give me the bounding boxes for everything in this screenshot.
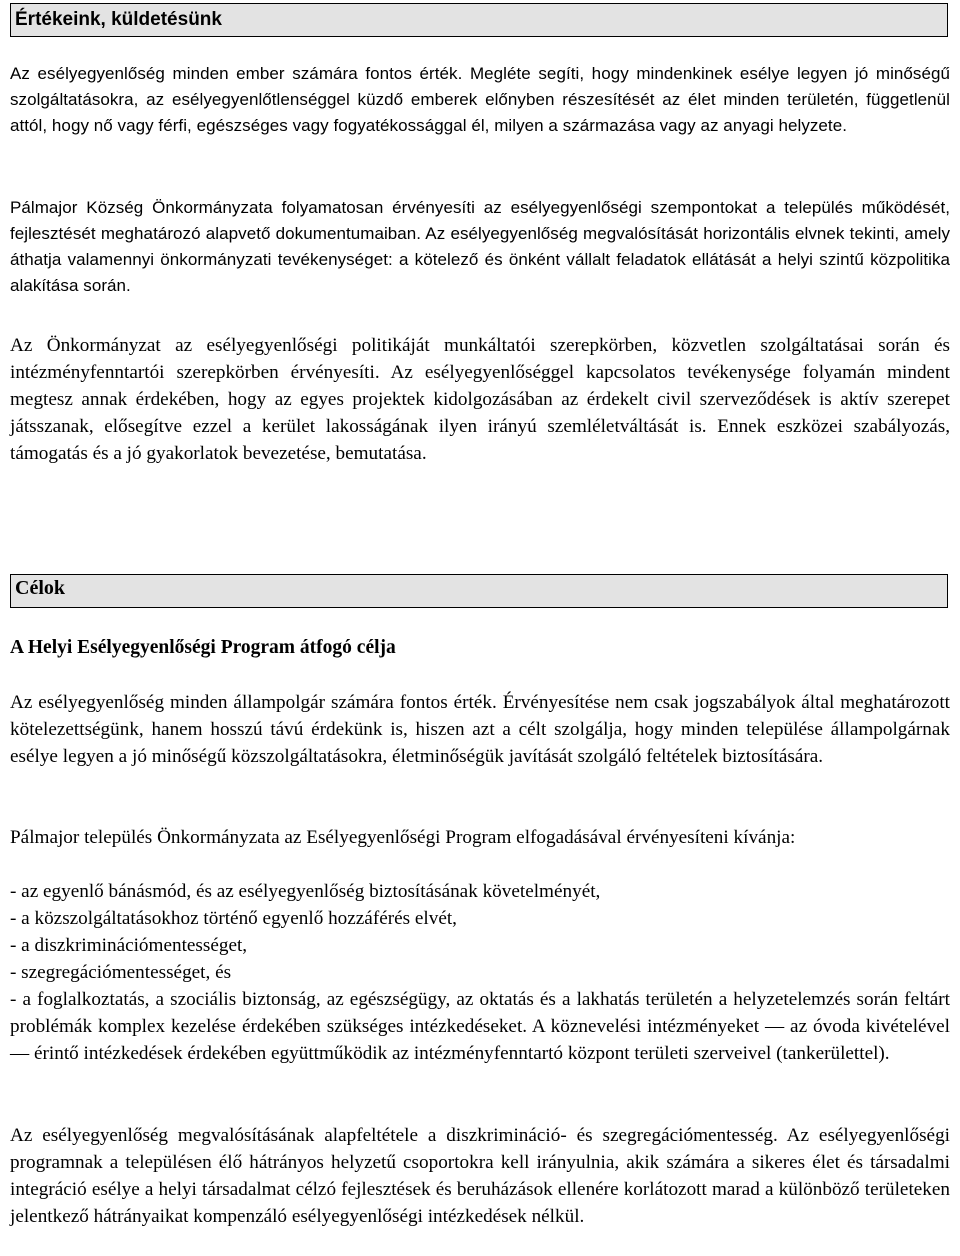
subheading-program-goal: A Helyi Esélyegyenlőségi Program átfogó célja xyxy=(10,637,396,658)
paragraph-closing: Az esélyegyenlőség megvalósításának alapfeltétele a diszkrimináció- és szegregációmentesség. Az esélyegyenlőségi programnak a településen élő hátrányos helyzetű csoportokra kell irányulnia, akik számára a sikeres élet és társadalmi integráció esélye a helyi társadalmat célzó fejlesztések és beruházások ellenére korlátozott marad a különböző területeken jelentkező hátrányaikat kompenzáló esélyegyenlőségi intézkedések nélkül. xyxy=(10,1125,950,1227)
list-item: - a közszolgáltatásokhoz történő egyenlő hozzáférés elvét, xyxy=(10,908,457,929)
section-header-goals: Célok xyxy=(10,574,948,608)
paragraph-values-1: Az esélyegyenlőség minden ember számára fontos érték. Megléte segíti, hogy mindenkinek esélye legyen jó minőségű szolgáltatásokra, az esélyegyenlőtlenséggel küzdő emberek előnyben részesítését az élet minden területén, függetlenül attól, hogy nő vagy férfi, egészséges vagy fogyatékossággal él, milyen a származása vagy az anyagi helyzete. xyxy=(10,64,950,135)
list-item: - a diszkriminációmentességet, xyxy=(10,935,248,956)
paragraph-values-3: Az Önkormányzat az esélyegyenlőségi politikáját munkáltatói szerepkörben, közvetlen szolgáltatásai során és intézményfenntartói szerepkörben érvényesíti. Az esélyegyenlőséggel kapcsolatos tevékenysége folyamán mindent megtesz annak érdekében, hogy az egyes projektek kidolgozásában az érdekelt civil szerveződések is aktív szerepet játsszanak, elősegítve ezzel a kerület lakosságának ilyen irányú szemléletváltását is. Ennek eszközei szabályozás, támogatás és a jó gyakorlatok bevezetése, bemutatása. xyxy=(10,335,950,464)
section-header-values: Értékeink, küldetésünk xyxy=(10,3,948,37)
list-item: - a foglalkoztatás, a szociális biztonság, az egészségügy, az oktatás és a lakhatás területén a helyzetelemzés során feltárt problémák komplex kezelése érdekében szükséges intézkedéseket. A köznevelési intézményeket — az óvoda kivételével — érintő intézkedések érdekében együttműködik az intézményfenntartó központ területi szerveivel (tankerülettel). xyxy=(10,989,950,1064)
list-item: - szegregációmentességet, és xyxy=(10,962,232,983)
list-item: - az egyenlő bánásmód, és az esélyegyenlőség biztosításának követelményét, xyxy=(10,881,601,902)
goals-list xyxy=(10,878,950,1067)
paragraph-values-2: Pálmajor Község Önkormányzata folyamatosan érvényesíti az esélyegyenlőségi szempontokat a település működését, fejlesztését meghatározó alapvető dokumentumaiban. Az esélyegyenlőség megvalósítását horizontális elvnek tekinti, amely áthatja valamennyi önkormányzati tevékenységet: a kötelező és önként vállalt feladatok ellátását a helyi szintű közpolitika alakítása során. xyxy=(10,198,950,295)
paragraph-list-intro: Pálmajor település Önkormányzata az Esélyegyenlőségi Program elfogadásával érvényesíteni kívánja: xyxy=(10,827,796,848)
paragraph-goal-intro: Az esélyegyenlőség minden állampolgár számára fontos érték. Érvényesítése nem csak jogszabályok által meghatározott kötelezettségünk, hanem hosszú távú érdekünk is, hiszen azt a célt szolgálja, hogy minden települése állampolgárnak esélye legyen a jó minőségű közszolgáltatásokra, életminőségük javítását szolgáló feltételek biztosítására. xyxy=(10,692,950,767)
